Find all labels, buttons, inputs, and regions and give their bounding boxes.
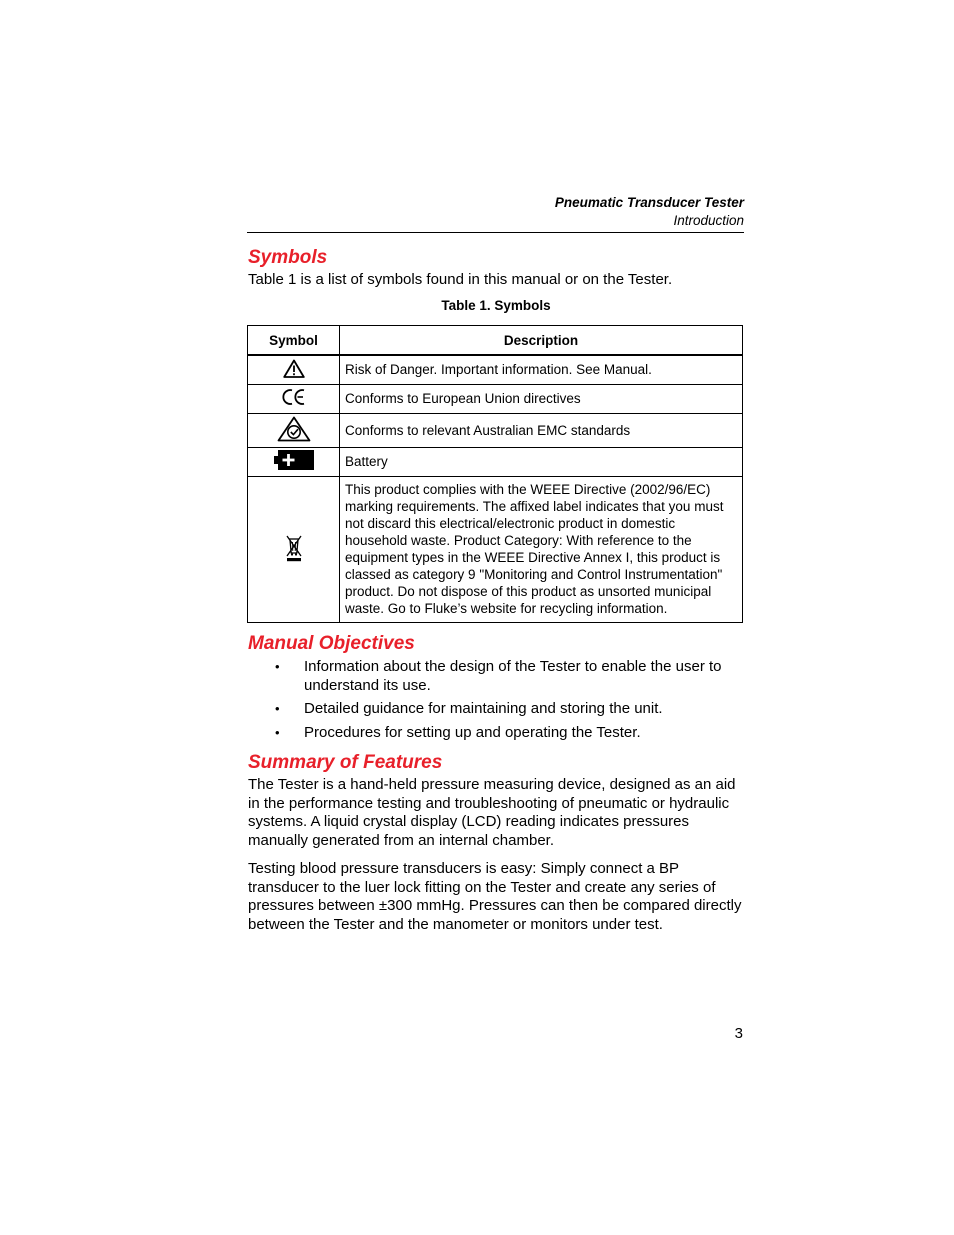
table-row <box>248 476 743 622</box>
symbols-intro: Table 1 is a list of symbols found in this manual or on the Tester. <box>248 271 673 288</box>
features-heading: Summary of Features <box>248 752 443 773</box>
symbol-cell <box>248 413 340 447</box>
description-cell: This product complies with the WEEE Directive (2002/96/EC) marking requirements. The affixed label indicates that you must not discard this electrical/electronic product in domestic household waste. Product Category: With reference to the equipment types in the WEEE Directive Annex I, this product is classed as category 9 "Monitoring and Control Instrumentation" product. Do not dispose of this product as unsorted municipal waste. Go to Fluke’s website for recycling information. <box>340 476 743 622</box>
list-item-text: Detailed guidance for maintaining and storing the unit. <box>304 700 663 717</box>
symbols-heading: Symbols <box>248 247 328 268</box>
list-item-text: Procedures for setting up and operating the Tester. <box>304 723 641 741</box>
description-column-header: Description <box>340 326 743 356</box>
description-cell: Conforms to relevant Australian EMC standards <box>340 413 743 447</box>
header-rule <box>247 232 744 233</box>
symbol-cell <box>248 384 340 413</box>
list-item <box>248 658 744 695</box>
symbol-column-header: Symbol <box>248 326 340 356</box>
table-row <box>248 413 743 447</box>
list-item <box>248 700 744 719</box>
page-number: 3 <box>734 1025 743 1042</box>
running-header-section: Introduction <box>673 213 744 228</box>
list-item-text: Information about the design of the Tester to enable the user to understand its use. <box>304 658 722 694</box>
description-cell: Conforms to European Union directives <box>340 384 743 413</box>
bullet-mark: • <box>275 701 280 716</box>
running-header <box>247 194 744 230</box>
description-cell: Battery <box>340 447 743 476</box>
bullet-mark: • <box>275 724 280 740</box>
weee-crossed-bin-icon <box>284 534 304 565</box>
list-item <box>248 724 744 743</box>
bullet-mark: • <box>275 659 280 674</box>
c-tick-mark-icon <box>277 416 311 445</box>
objectives-heading: Manual Objectives <box>248 633 415 654</box>
features-paragraph: Testing blood pressure transducers is easy: Simply connect a BP transducer to the luer lock fitting on the Tester and create any series of pressures between ±300 mmHg. Pressures can then be compared directly between the Tester and the manometer or monitors under test. <box>248 860 742 933</box>
features-paragraph: The Tester is a hand-held pressure measuring device, designed as an aid in the performance testing and troubleshooting of pneumatic or hydraulic systems. A liquid crystal display (LCD) reading indicates pressures manually generated from an internal chamber. <box>248 776 736 849</box>
symbol-cell <box>248 476 340 622</box>
symbol-cell <box>248 355 340 384</box>
warning-triangle-icon <box>283 359 305 381</box>
running-header-title: Pneumatic Transducer Tester <box>554 195 744 210</box>
battery-icon <box>274 450 314 473</box>
objectives-list <box>248 658 744 747</box>
table-row <box>248 355 743 384</box>
table-caption: Table 1. Symbols <box>441 298 551 313</box>
symbols-table <box>247 325 743 623</box>
symbol-cell <box>248 447 340 476</box>
description-cell: Risk of Danger. Important information. See Manual. <box>340 355 743 384</box>
table-header-row <box>248 326 743 356</box>
table-row <box>248 384 743 413</box>
table-row <box>248 447 743 476</box>
ce-mark-icon <box>281 388 307 409</box>
